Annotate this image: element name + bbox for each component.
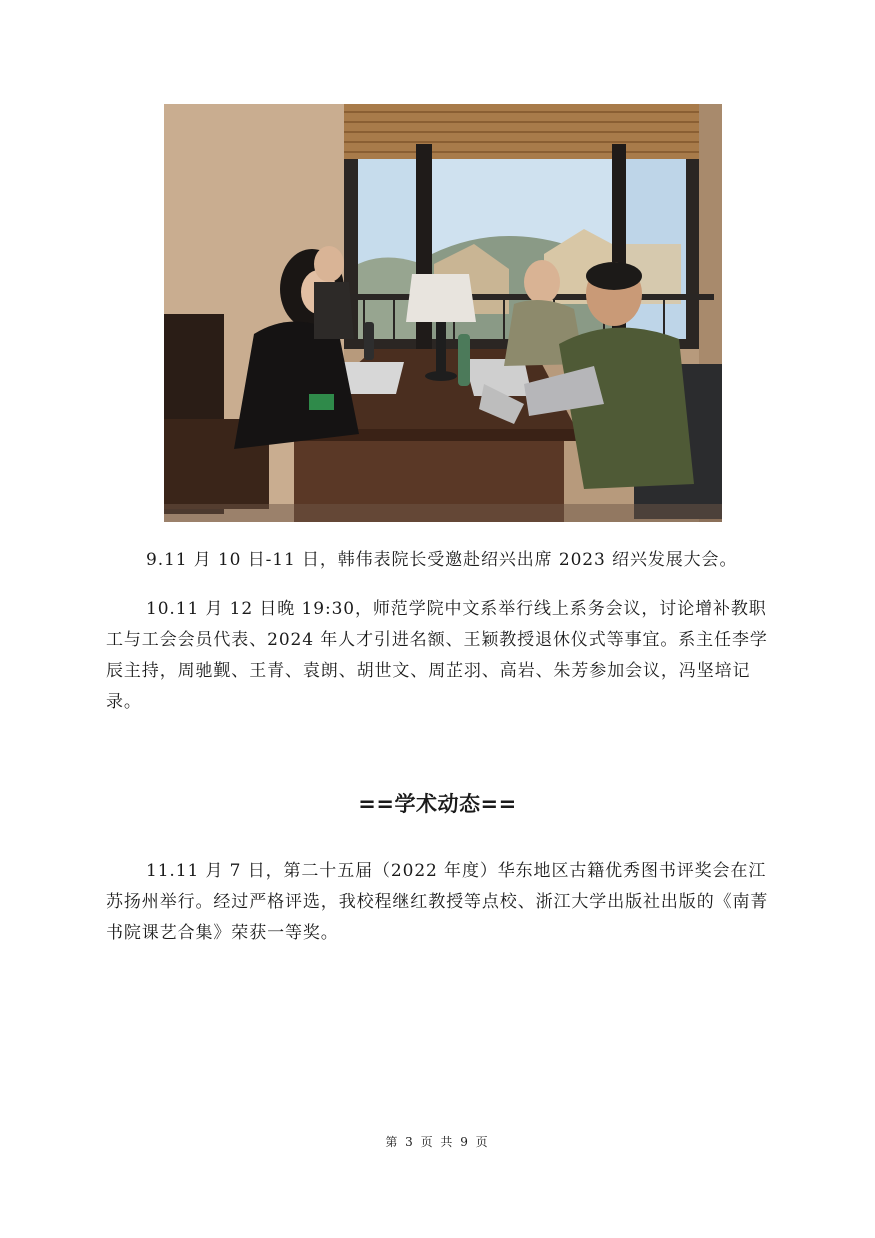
meeting-photo — [164, 104, 722, 522]
section-heading: ==学术动态== — [358, 792, 517, 816]
news-item-11: 11.11 月 7 日，第二十五届（2022 年度）华东地区古籍优秀图书评奖会在江苏扬州举行。经过严格评选，我校程继红教授等点校、浙江大学出版社出版的《南菁书院课艺合集》荣获一等奖。 — [106, 861, 769, 943]
news-item-10: 10.11 月 12 日晚 19:30，师范学院中文系举行线上系务会议，讨论增补教职工与工会会员代表、2024 年人才引进名额、王颖教授退休仪式等事宜。系主任李学辰主持，周驰觐、王青、袁朗、胡世文、周芷羽、高岩、朱芳参加会议，冯坚培记录。 — [106, 599, 768, 712]
news-item-9: 9.11 月 10 日-11 日，韩伟表院长受邀赴绍兴出席 2023 绍兴发展大会。 — [146, 550, 738, 570]
page-footer: 第 3 页 共 9 页 — [385, 1135, 490, 1149]
